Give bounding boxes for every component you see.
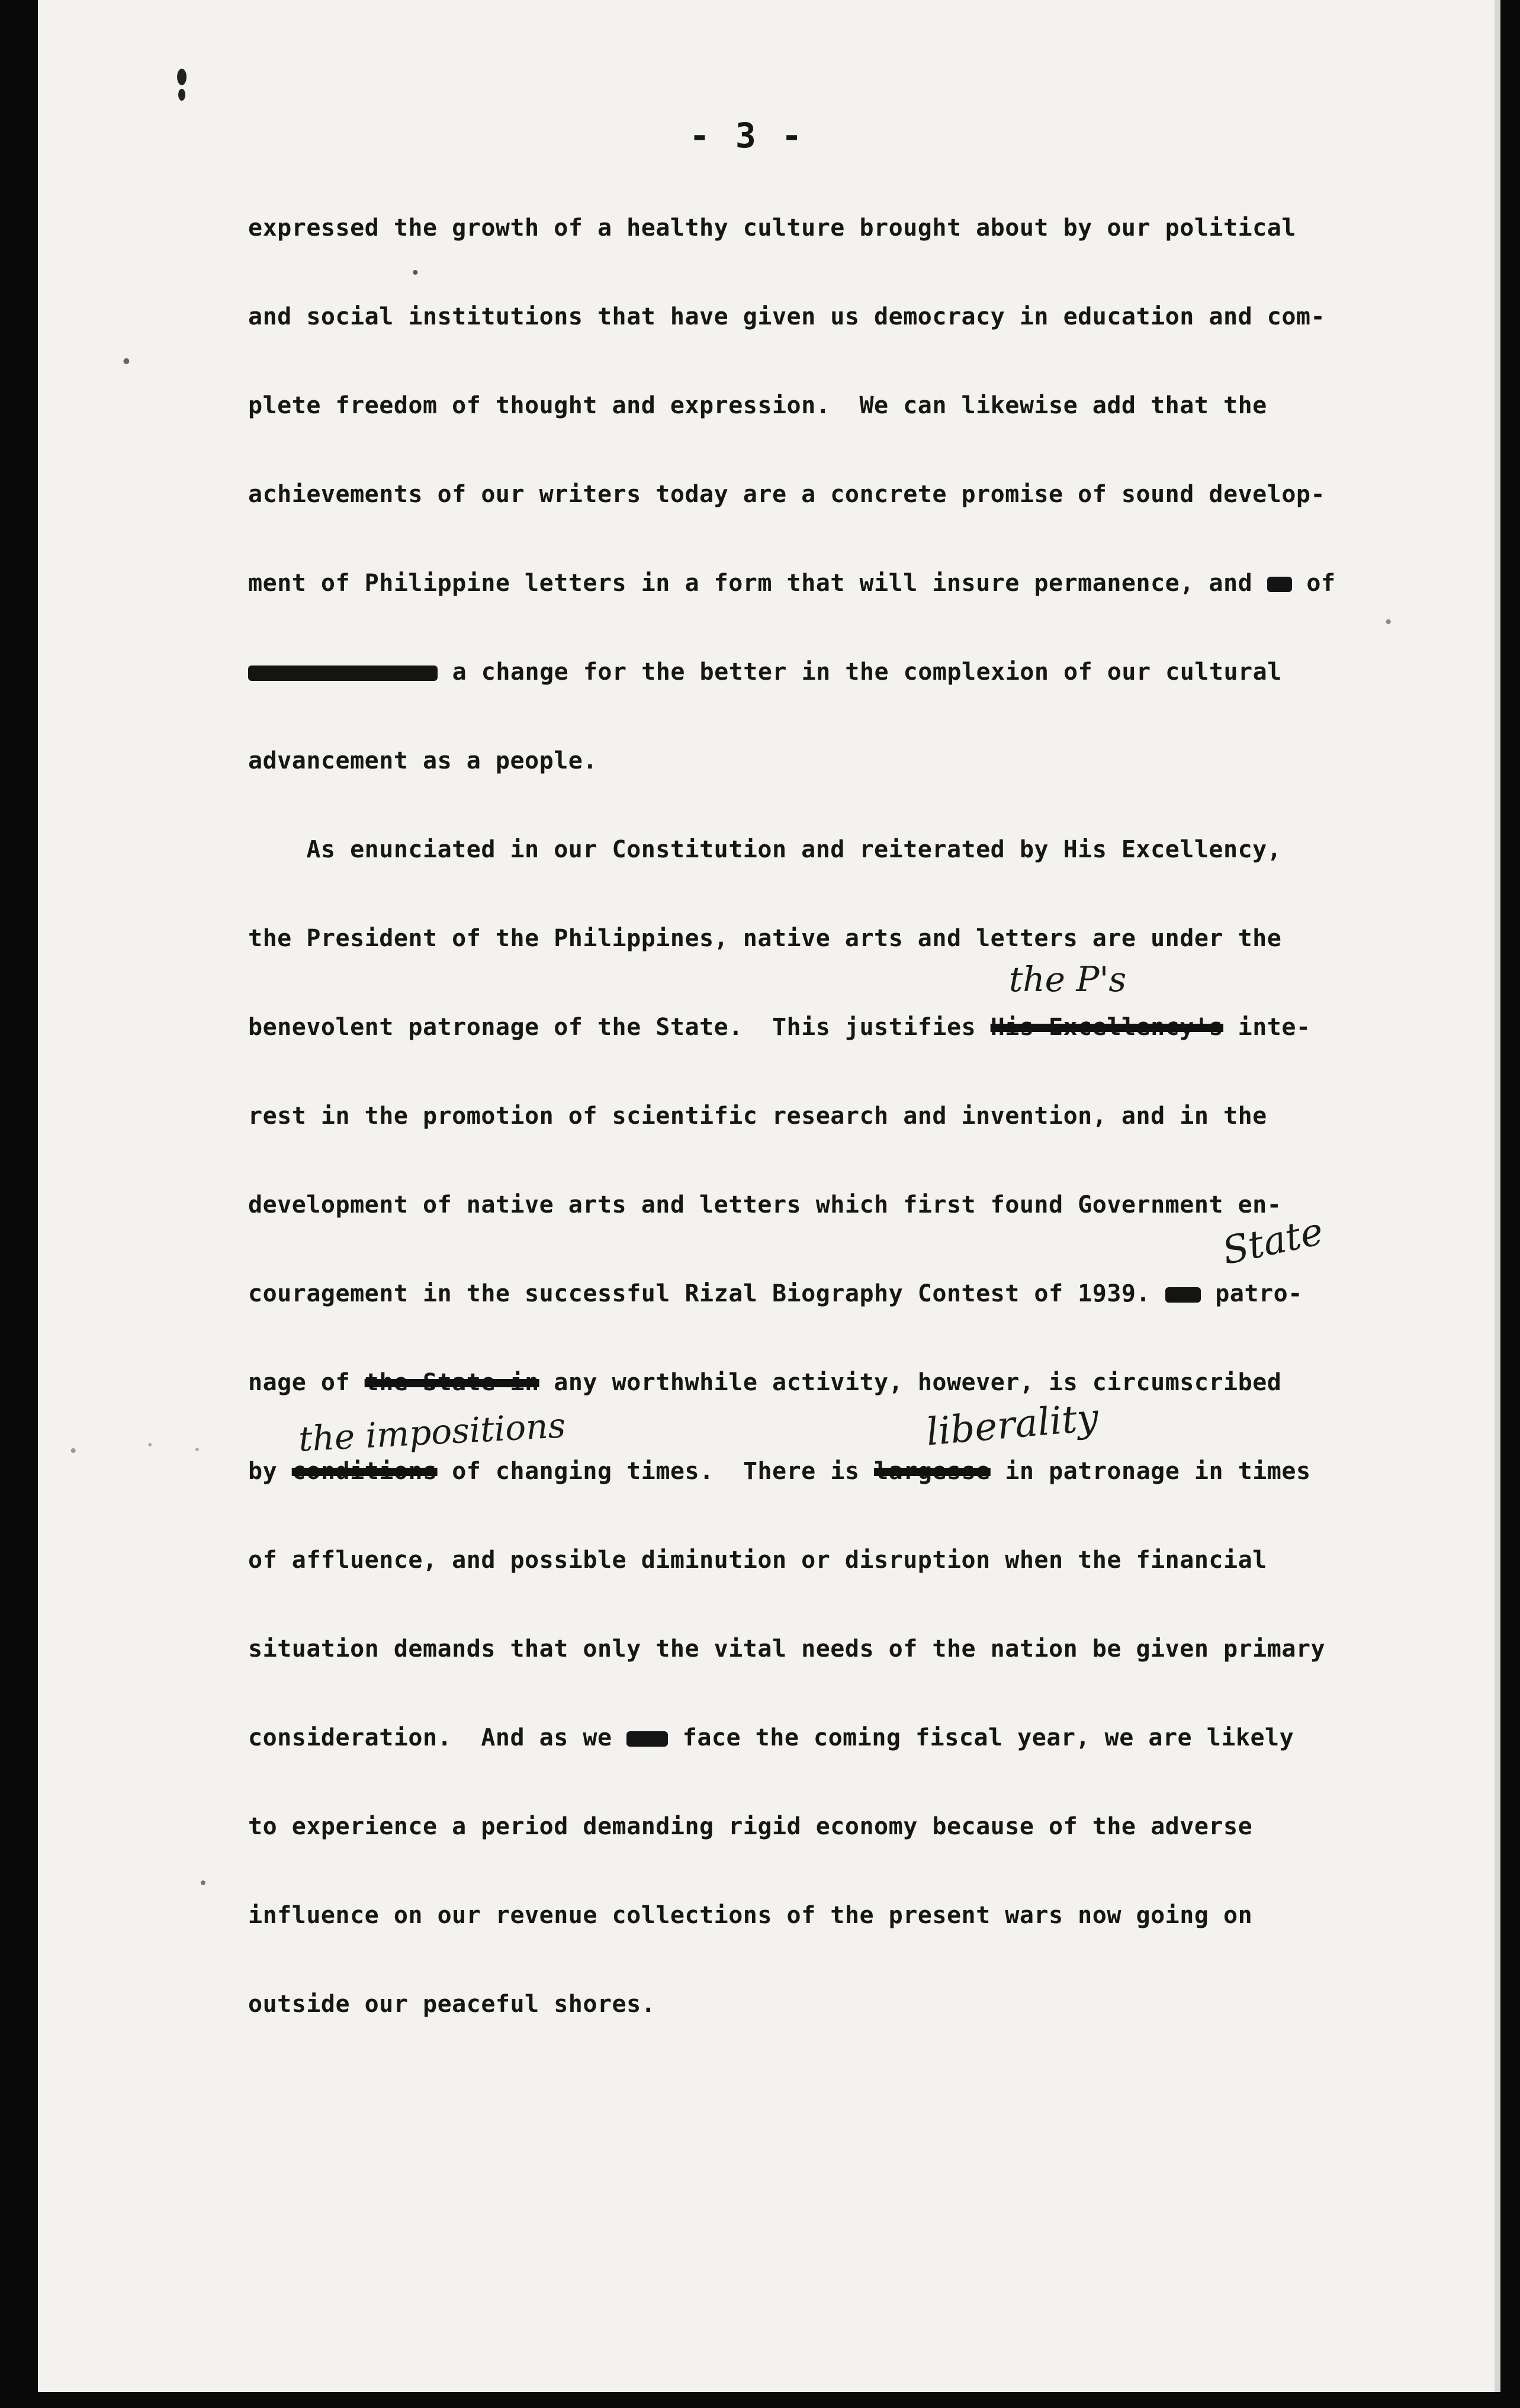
struck-now [626, 1731, 668, 1747]
text-line-18 [248, 1724, 1294, 1751]
text-line-13-end: patro- [1215, 1280, 1303, 1307]
text-line-10 [248, 1014, 1311, 1041]
text-line-15 [248, 1458, 1311, 1485]
text-line-14 [248, 1369, 1281, 1396]
text-line-9: the President of the Philippines, native arts and letters are under the [248, 925, 1282, 952]
text-line-2: and social institutions that have given us democracy in education and com- [248, 303, 1326, 330]
text-line-10-end: inte- [1238, 1014, 1311, 1041]
text-line-12: development of native arts and letters which first found Government en- [248, 1191, 1282, 1219]
text-line-6-main: a change for the better in the complexion of our cultural [452, 658, 1282, 686]
text-line-16: of affluence, and possible diminution or disruption when the financial [248, 1547, 1267, 1574]
document-page [38, 0, 1500, 2392]
text-line-13 [248, 1280, 1303, 1307]
text-line-4: achievements of our writers today are a concrete promise of sound develop- [248, 481, 1326, 508]
struck-largesse: largesse [874, 1458, 991, 1485]
struck-the-state: the State in [364, 1369, 539, 1396]
page-number: - 3 - [689, 115, 805, 156]
text-line-18-main: consideration. And as we [248, 1724, 612, 1751]
text-line-5 [248, 570, 1336, 597]
text-line-5-main: ment of Philippine letters in a form that will insure permanence, and [248, 570, 1253, 597]
typed-strikeout-mark [1267, 577, 1292, 592]
handwritten-state: State [1219, 1209, 1328, 1274]
text-line-11: rest in the promotion of scientific research and invention, and in the [248, 1102, 1267, 1130]
struck-his-excellency: His Excellency's [990, 1014, 1224, 1041]
handwritten-liberality: liberality [924, 1396, 1101, 1455]
text-line-18-end: face the coming fiscal year, we are likely [682, 1724, 1294, 1751]
typed-strikeout-mark [248, 666, 438, 681]
text-line-15-mid: of changing times. There is [452, 1458, 860, 1485]
struck-the [1165, 1287, 1201, 1303]
text-line-5-end: of [1306, 570, 1336, 597]
handwritten-the-impositions: the impositions [297, 1405, 567, 1459]
text-line-6 [248, 658, 1282, 686]
text-line-13-main: couragement in the successful Rizal Biography Contest of 1939. [248, 1280, 1151, 1307]
text-line-20: influence on our revenue collections of the present wars now going on [248, 1902, 1253, 1929]
handwritten-the-ps: the P's [1009, 959, 1127, 999]
typewritten-text [38, 0, 1495, 2392]
text-line-17: situation demands that only the vital needs of the nation be given primary [248, 1635, 1326, 1663]
text-line-3: plete freedom of thought and expression. We can likewise add that the [248, 392, 1267, 419]
struck-conditions: conditions [291, 1458, 438, 1485]
text-line-1: expressed the growth of a healthy culture brought about by our political [248, 214, 1296, 242]
text-line-15-end: in patronage in times [1005, 1458, 1311, 1485]
text-line-7: advancement as a people. [248, 747, 597, 774]
text-line-8: As enunciated in our Constitution and reiterated by His Excellency, [248, 836, 1282, 863]
text-line-15-start: by [248, 1458, 278, 1485]
text-line-10-main: benevolent patronage of the State. This justifies [248, 1014, 976, 1041]
text-line-19: to experience a period demanding rigid economy because of the adverse [248, 1813, 1253, 1840]
text-line-14-main: nage of [248, 1369, 351, 1396]
text-line-14-end: any worthwhile activity, however, is circumscribed [554, 1369, 1282, 1396]
text-line-21: outside our peaceful shores. [248, 1991, 656, 2018]
